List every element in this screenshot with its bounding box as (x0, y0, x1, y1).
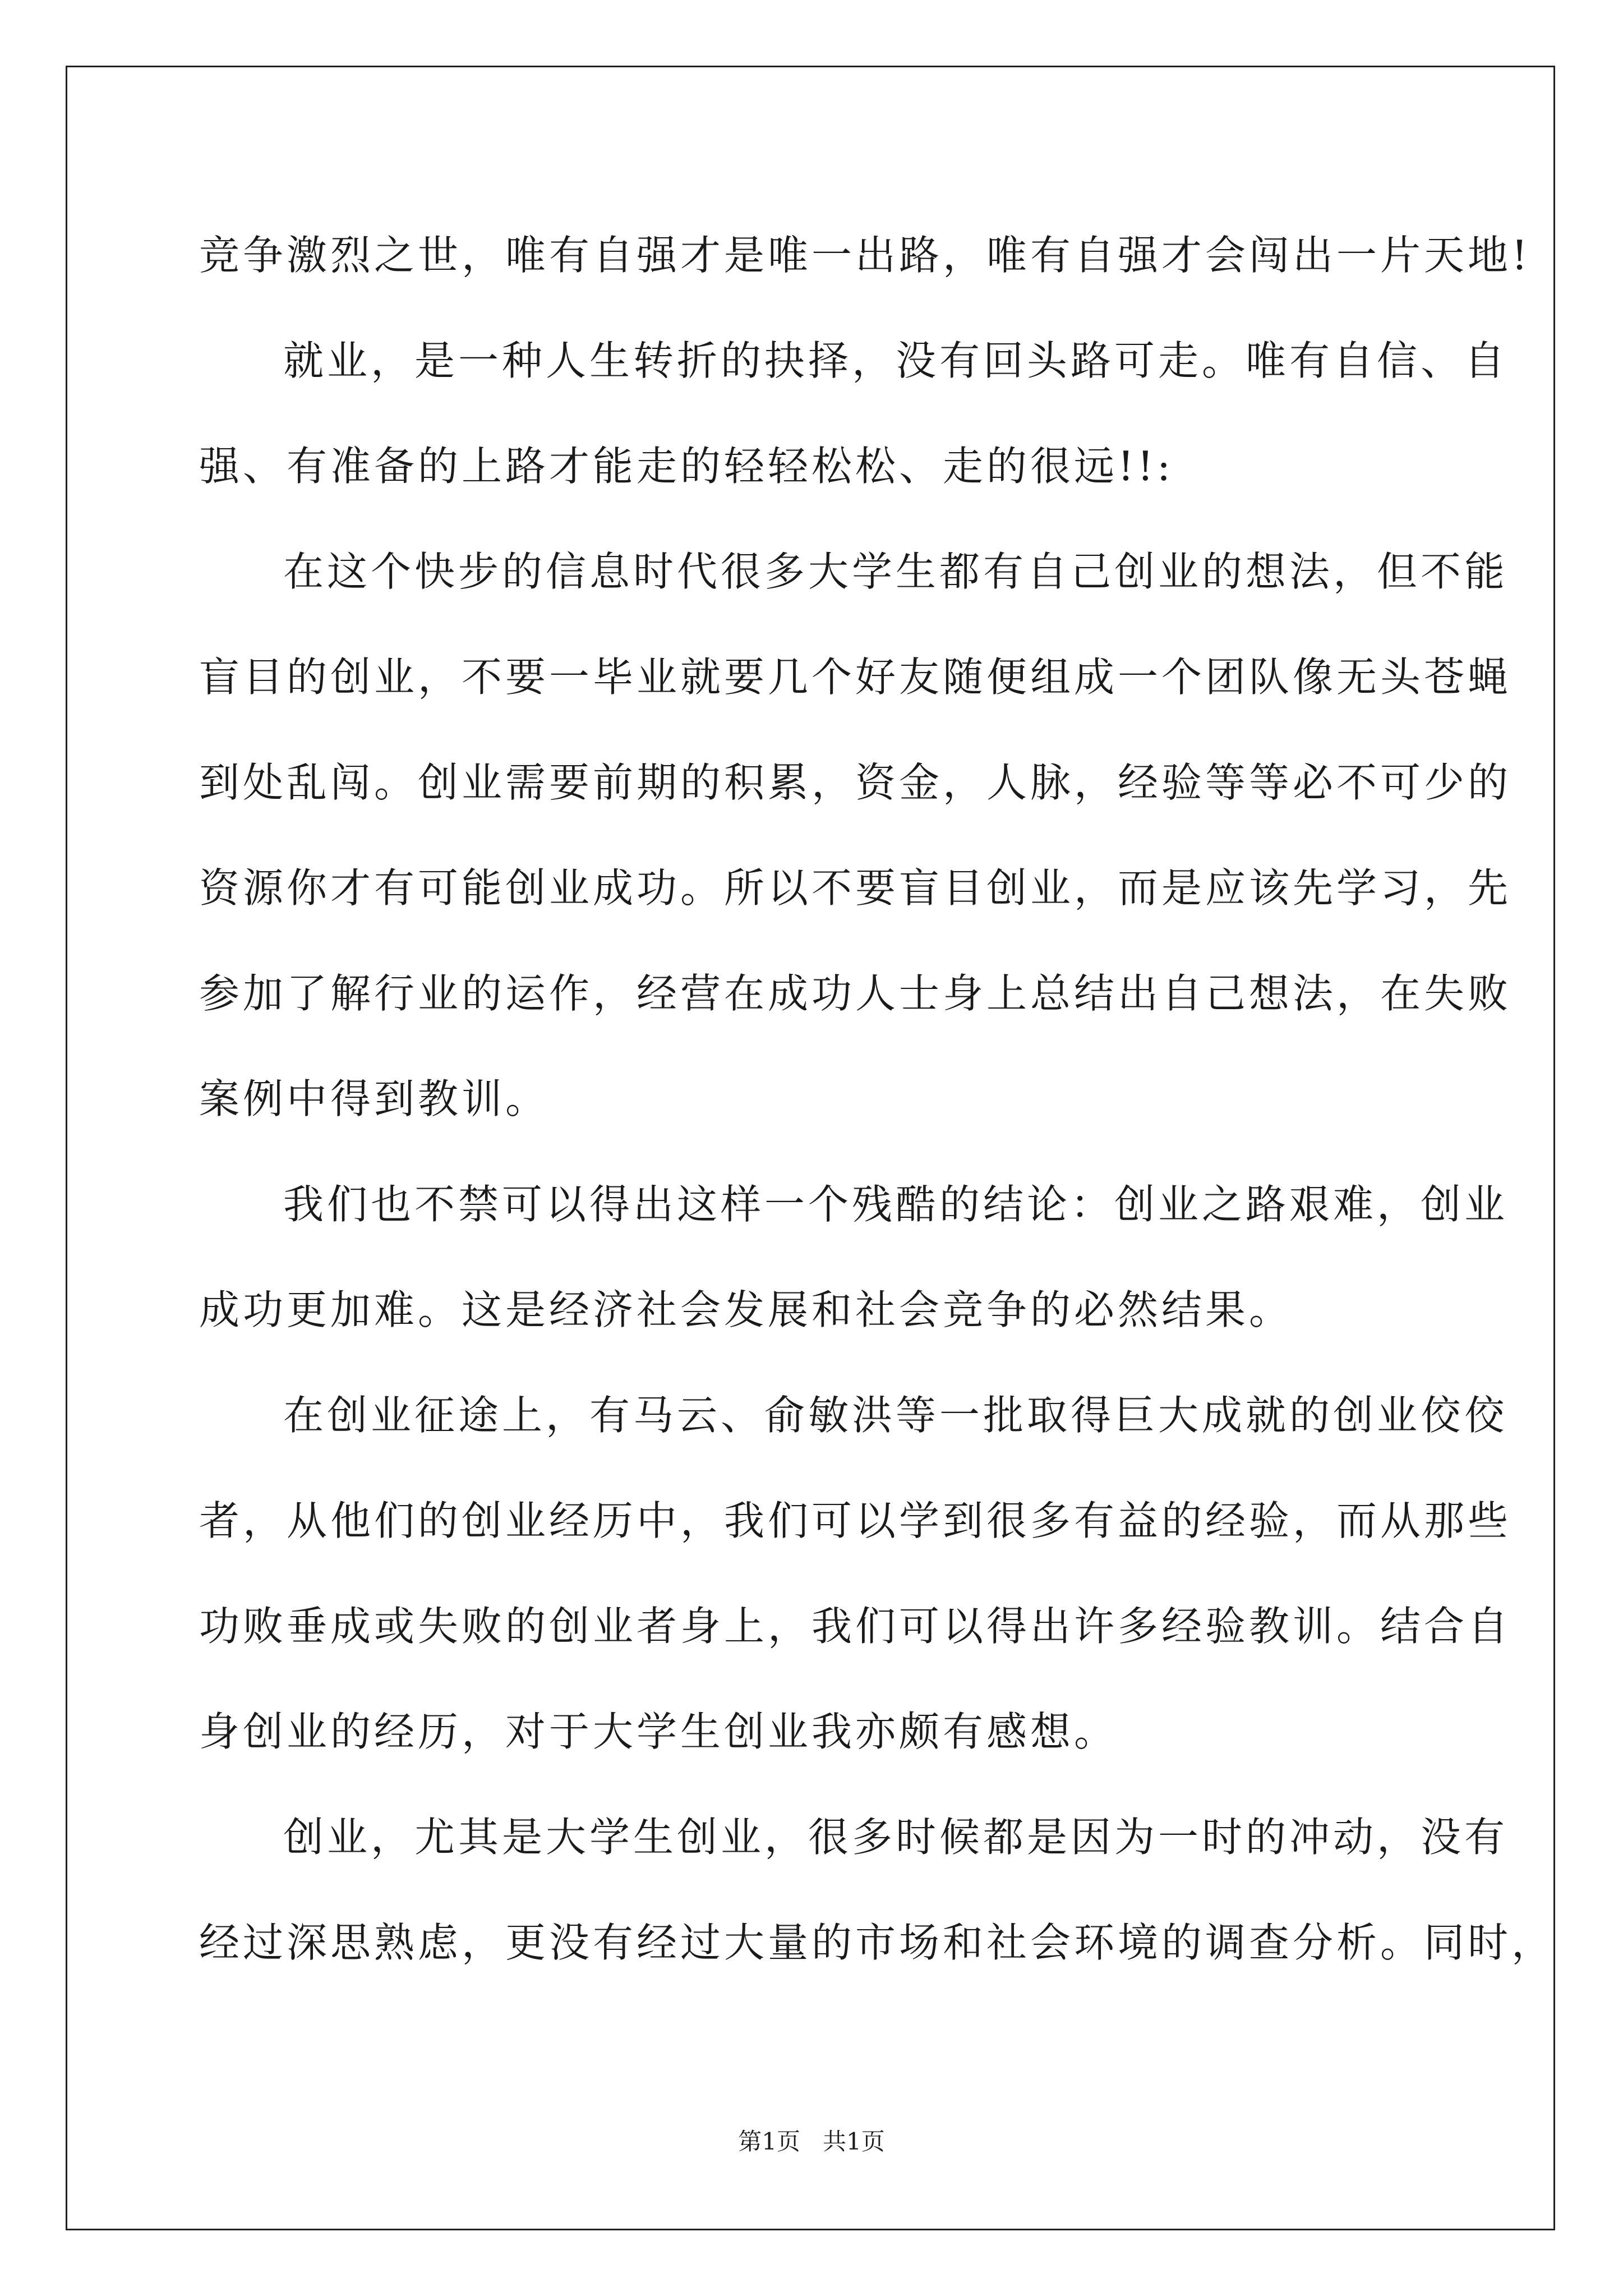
document-body (199, 213, 1556, 2006)
text-line: 参加了解行业的运作，经营在成功人士身上总结出自己想法，在失败 (199, 970, 1512, 1017)
text-line: 成功更加难。这是经济社会发展和社会竞争的必然结果。 (199, 1286, 1293, 1333)
paragraph-start-line: 创业，尤其是大学生创业，很多时候都是因为一时的冲动，没有 (283, 1814, 1509, 1861)
text-line: 经过深思熟虑，更没有经过大量的市场和社会环境的调查分析。同时， (199, 1919, 1556, 1966)
text-line: 身创业的经历，对于大学生创业我亦颇有感想。 (199, 1708, 1118, 1755)
text-line: 功败垂成或失败的创业者身上，我们可以得出许多经验教训。结合自 (199, 1603, 1512, 1650)
text-line: 竞争激烈之世，唯有自强才是唯一出路，唯有自强才会闯出一片天地! (199, 232, 1531, 279)
paragraph-start-line: 在创业征途上，有马云、俞敏洪等一批取得巨大成就的创业佼佼 (283, 1392, 1509, 1439)
text-line: 案例中得到教训。 (199, 1075, 550, 1122)
paragraph-start-line: 在这个快步的信息时代很多大学生都有自己创业的想法，但不能 (283, 548, 1509, 595)
text-line: 强、有准备的上路才能走的轻轻松松、走的很远!!: (199, 443, 1174, 490)
text-line: 到处乱闯。创业需要前期的积累，资金，人脉，经验等等必不可少的 (199, 759, 1512, 806)
paragraph-start-line: 就业，是一种人生转折的抉择，没有回头路可走。唯有自信、自 (283, 337, 1509, 384)
text-line: 资源你才有可能创业成功。所以不要盲目创业，而是应该先学习，先 (199, 864, 1512, 912)
text-line: 盲目的创业，不要一毕业就要几个好友随便组成一个团队像无头苍蝇 (199, 654, 1512, 701)
paragraph-start-line: 我们也不禁可以得出这样一个残酷的结论：创业之路艰难，创业 (283, 1181, 1509, 1228)
page-number-footer: 第1页 共1页 (738, 2128, 885, 2155)
text-line: 者，从他们的创业经历中，我们可以学到很多有益的经验，而从那些 (199, 1497, 1512, 1544)
